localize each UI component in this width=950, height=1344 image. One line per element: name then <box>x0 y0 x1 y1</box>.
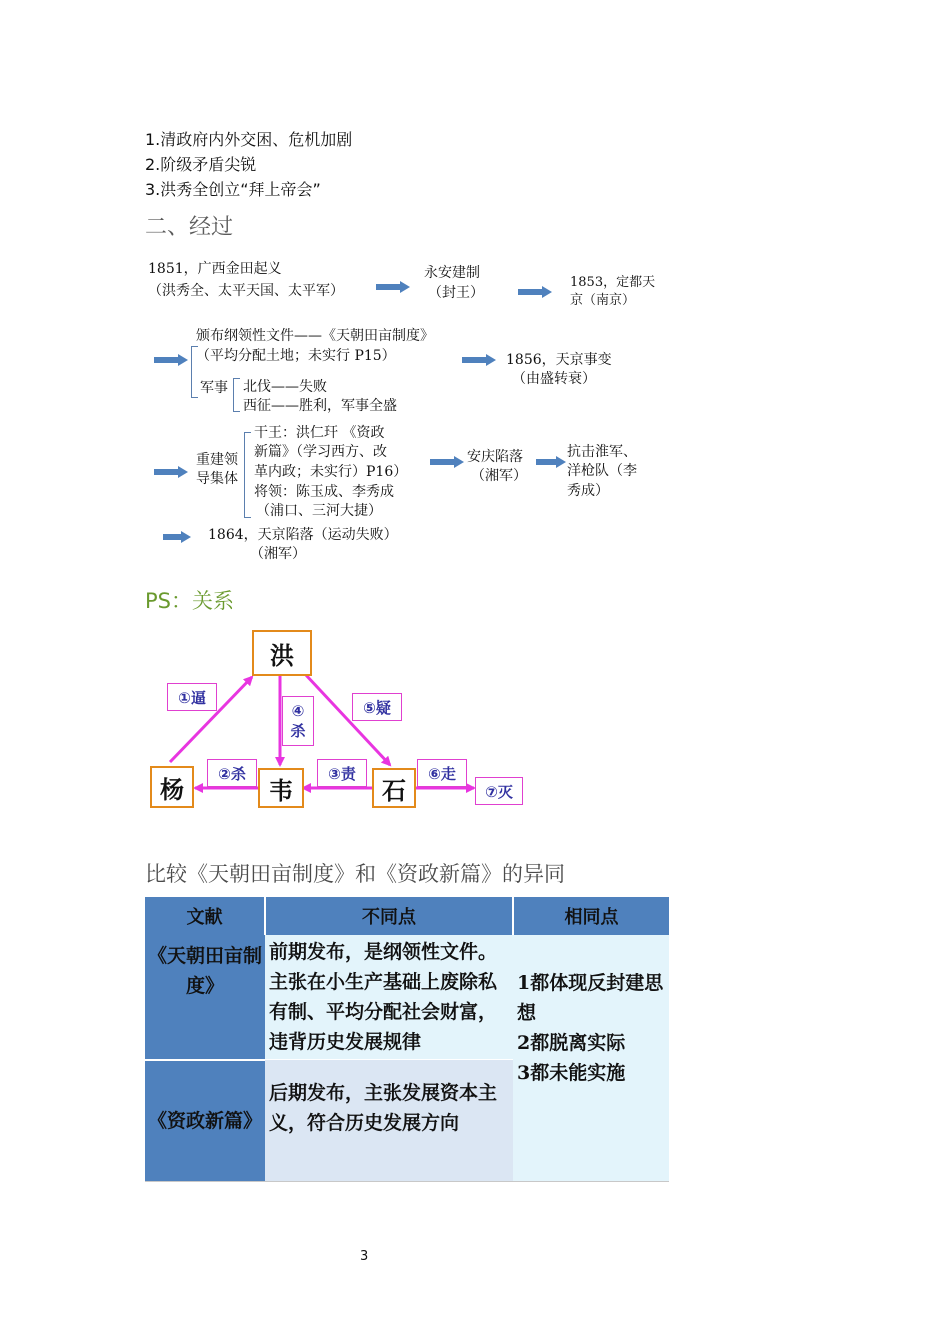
label-mie: ⑦灭 <box>475 777 523 805</box>
flow-yongan-detail: （封王） <box>428 285 484 301</box>
header-differences: 不同点 <box>265 897 513 935</box>
label-sha-4-num: ④ <box>291 702 305 720</box>
flow-resist-huai-army-2: 洋枪队（李 <box>567 463 637 479</box>
table-header-row <box>145 897 669 935</box>
flow-hong-rengan-3: 革内政；未实行）P16） <box>254 464 408 480</box>
cell-diff-new-treatise: 后期发布，主张发展资本主义，符合历史发展方向 <box>265 1060 513 1182</box>
flow-tianjing-fall-detail: （湘军） <box>250 546 306 562</box>
similarity-2: 2都脱离实际 <box>517 1032 626 1055</box>
cell-similarities <box>513 935 669 1182</box>
flow-tianjing-fall: 1864，天京陷落（运动失败） <box>208 527 398 543</box>
header-similarities: 相同点 <box>513 897 669 935</box>
flow-anqing-fall-detail: （湘军） <box>471 468 527 484</box>
flow-military-label: 军事 <box>200 380 228 396</box>
flow-generals-victories: （浦口、三河大捷） <box>256 503 382 519</box>
flow-tianjing-capital: 1853，定都天 <box>570 275 656 290</box>
flow-jintian-detail: （洪秀全、太平天国、太平军） <box>148 283 344 299</box>
flow-resist-huai-army: 抗击淮军、 <box>567 444 637 460</box>
flow-land-system-detail: （平均分配土地；未实行 P15） <box>196 348 396 364</box>
flow-western-expedition: 西征——胜利，军事全盛 <box>243 398 397 414</box>
label-sha-4-char: 杀 <box>290 722 306 740</box>
flow-hong-rengan-1: 干王：洪仁玕 《资政 <box>254 425 385 441</box>
flow-yongan: 永安建制 <box>424 265 480 281</box>
comparison-table <box>145 897 669 1182</box>
flow-resist-huai-army-3: 秀成） <box>567 483 609 499</box>
node-hong: 洪 <box>252 630 312 676</box>
label-ze: ③责 <box>317 759 367 787</box>
flow-tianjing-incident-detail: （由盛转衰） <box>512 371 596 387</box>
cause-1: 1.清政府内外交困、危机加剧 <box>145 130 353 149</box>
node-wei: 韦 <box>258 768 304 808</box>
ps-relation-title: PS：关系 <box>145 589 234 613</box>
section-title-process: 二、经过 <box>145 215 234 240</box>
cell-diff-land-system: 前期发布，是纲领性文件。主张在小生产基础上废除私有制、平均分配社会财富，违背历史发展规律 <box>265 935 513 1060</box>
flow-jintian-uprising: 1851，广西金田起义 <box>148 261 282 277</box>
node-shi: 石 <box>372 768 416 808</box>
flow-rebuild-leadership: 重建领 <box>196 452 238 468</box>
flow-hong-rengan-2: 新篇》（学习西方、改 <box>254 444 387 460</box>
label-yi: ⑤疑 <box>352 693 402 721</box>
flow-tianjing-incident: 1856，天京事变 <box>506 352 612 368</box>
label-zou: ⑥走 <box>417 759 467 787</box>
similarity-1: 1都体现反封建思想 <box>517 972 664 1025</box>
flow-northern-expedition: 北伐——失败 <box>243 379 327 395</box>
cause-3: 3.洪秀全创立“拜上帝会” <box>145 180 321 199</box>
table-bottom-rule <box>145 1181 669 1182</box>
label-sha-4 <box>282 696 314 746</box>
cause-2: 2.阶级矛盾尖锐 <box>145 155 257 174</box>
flow-tianjing-capital-2: 京（南京） <box>570 293 636 308</box>
label-sha-2: ②杀 <box>207 759 257 787</box>
flow-anqing-fall: 安庆陷落 <box>467 449 523 465</box>
node-yang: 杨 <box>150 766 194 808</box>
cell-doc-new-treatise: 《资政新篇》 <box>145 1060 265 1182</box>
cell-doc-land-system: 《天朝田亩制度》 <box>145 935 265 1060</box>
page-number: 3 <box>360 1249 369 1264</box>
label-bi: ①逼 <box>167 683 217 711</box>
comparison-title: 比较《天朝田亩制度》和《资政新篇》的异同 <box>145 862 565 886</box>
similarity-3: 3都未能实施 <box>517 1062 626 1085</box>
flow-land-system: 颁布纲领性文件——《天朝田亩制度》 <box>196 328 434 344</box>
flow-generals: 将领：陈玉成、李秀成 <box>254 484 394 500</box>
header-document: 文献 <box>145 897 265 935</box>
table-row <box>145 935 669 1060</box>
flow-rebuild-leadership-2: 导集体 <box>196 471 238 487</box>
